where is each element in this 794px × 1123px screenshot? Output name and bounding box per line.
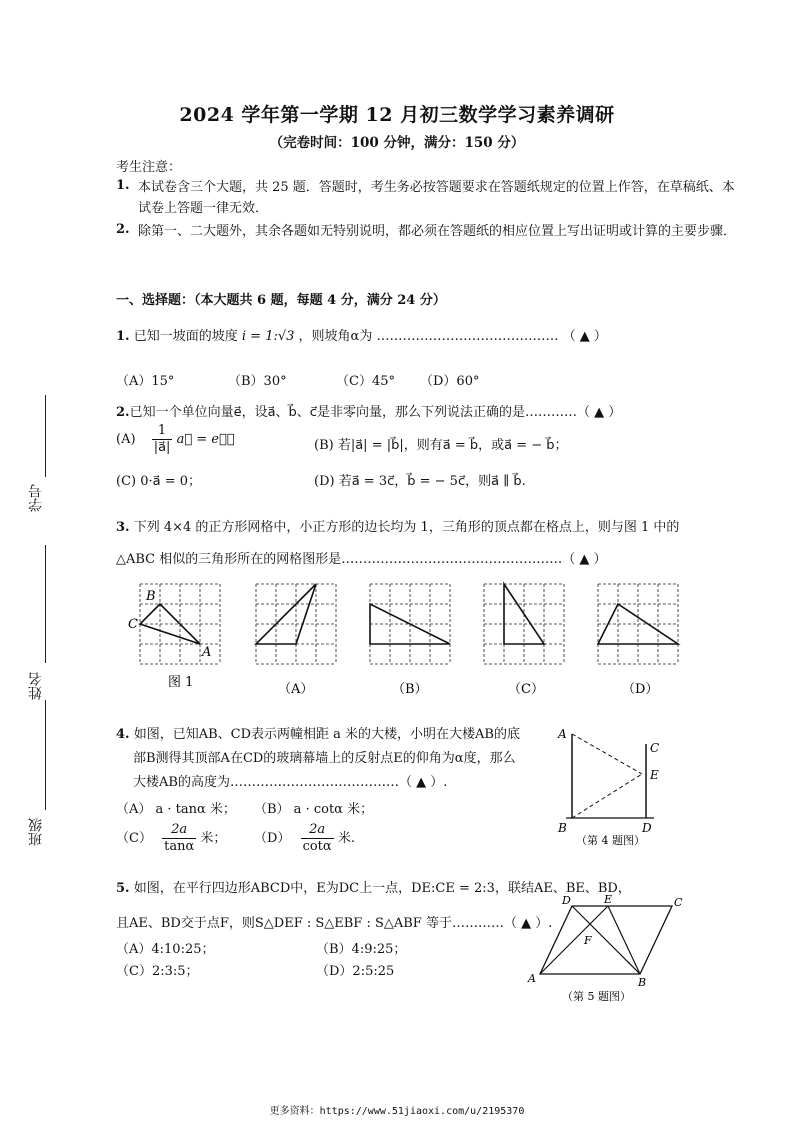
- q5-option-b: （B）4:9:25；: [316, 942, 407, 957]
- figure-a-caption: （A）: [278, 682, 314, 697]
- fraction-denominator: |a⃗|: [153, 440, 171, 455]
- figure-d-caption: （D）: [622, 682, 659, 697]
- q3-figures: [128, 578, 728, 698]
- sight-line-be: [572, 774, 642, 818]
- notice-heading: 考生注意：: [116, 160, 182, 175]
- q4-option-a: （A） a · tanα 米；: [116, 802, 236, 817]
- name-fill-line: [45, 545, 46, 663]
- q1-option-d: （D）60°: [420, 374, 480, 389]
- grid-figure-d: [598, 584, 678, 664]
- vertex-label-c: C: [128, 617, 138, 632]
- student-id-label: 学号: [28, 484, 44, 512]
- q4-option-d: [254, 822, 355, 855]
- question-text: 如图，在平行四边形ABCD中，E为DC上一点，DE:CE = 2:3，联结AE、BE、BD，: [133, 881, 631, 896]
- notice-item-1-num: 1.: [116, 178, 130, 193]
- grid-figure-b: [370, 584, 450, 664]
- fraction-denominator: tanα: [164, 839, 195, 854]
- question-number: 4.: [116, 727, 130, 742]
- question-text: ，则坡角α为: [298, 329, 373, 344]
- page-title: 2024 学年第一学期 12 月初三数学学习素养调研: [179, 104, 615, 126]
- question-math: i = 1:√3: [241, 329, 295, 344]
- point-label-e: E: [650, 768, 659, 782]
- grid-figure-c: [484, 584, 564, 664]
- footer-link[interactable]: 更多资料：https://www.51jiaoxi.com/u/2195370: [269, 1106, 525, 1117]
- point-label-c: C: [674, 896, 683, 909]
- figure-c-caption: （C）: [508, 682, 544, 697]
- q4-figure: [550, 724, 690, 848]
- question-4-line-3: 大楼AB的高度为…………………………………（ ▲ ）.: [133, 775, 448, 790]
- question-2: [116, 401, 621, 420]
- q1-option-a: （A）15°: [116, 374, 175, 389]
- point-label-e: E: [604, 894, 613, 906]
- figure-caption: （第 5 题图）: [562, 990, 631, 1003]
- vertex-label-b: B: [146, 589, 156, 604]
- q1-option-c: （C）45°: [336, 374, 395, 389]
- question-4-line-2: 部B测得其顶部A在CD的玻璃幕墙上的反射点E的仰角为α度，那么: [133, 751, 516, 766]
- q4-option-c: [116, 822, 226, 855]
- q5-option-c: （C）2:3:5；: [116, 964, 199, 979]
- exam-info: （完卷时间：100 分钟，满分：150 分）: [269, 135, 525, 151]
- question-3-line-2: △ABC 相似的三角形所在的网格图形是……………………………………………（ ▲ ）: [116, 552, 607, 567]
- q2-option-d: (D) 若a⃗ = 3c⃗，b⃗ = − 5c⃗，则a⃗ ∥ b⃗.: [314, 474, 526, 489]
- question-text: 已知一坡面的坡度: [133, 329, 238, 344]
- segment-bd: [572, 906, 640, 974]
- q2-option-b: (B) 若|a⃗| = |b⃗|，则有a⃗ = b⃗，或a⃗ = − b⃗；: [314, 438, 568, 453]
- question-number: 2.: [116, 405, 130, 420]
- question-5-line-2: 且AE、BD交于点F，则S△DEF : S△EBF : S△ABF 等于…………（ ▲ ）.: [116, 916, 553, 931]
- fraction: [301, 822, 334, 855]
- point-label-a: A: [528, 972, 536, 985]
- notice-item-2-num: 2.: [116, 222, 130, 237]
- question-text: 已知一个单位向量e⃗，设a⃗、b⃗、c⃗是非零向量，那么下列说法正确的是…………（ ▲ ）: [129, 405, 622, 420]
- question-4-line-1: [116, 723, 520, 742]
- point-label-d: D: [642, 821, 652, 835]
- question-text: 下列 4×4 的正方形网格中，小正方形的边长均为 1，三角形的顶点都在格点上，则与图 1 中的: [133, 520, 680, 535]
- option-text: a⃗ = e⃗；: [176, 432, 235, 447]
- fraction-numerator: 1: [152, 423, 173, 440]
- q2-option-c: (C) 0·a⃗ = 0；: [116, 474, 202, 489]
- section-heading: 一、选择题：（本大题共 6 题，每题 4 分，满分 24 分）: [116, 293, 446, 308]
- vertex-label-a: A: [202, 645, 212, 660]
- grid-figure-a: [256, 584, 336, 664]
- q5-option-a: （A）4:10:25；: [116, 942, 215, 957]
- figure-b-caption: （B）: [392, 682, 428, 697]
- q1-option-b: （B）30°: [228, 374, 287, 389]
- figure-1-caption: 图 1: [168, 675, 194, 690]
- q4-option-b: （B） a · cotα 米；: [254, 802, 374, 817]
- point-label-a: A: [558, 727, 567, 741]
- fraction-numerator: 2a: [301, 822, 334, 839]
- fraction: [152, 423, 173, 456]
- fraction-denominator: cotα: [302, 839, 332, 854]
- fraction-numerator: 2a: [162, 822, 196, 839]
- question-number: 5.: [116, 881, 130, 896]
- class-label: 班级: [28, 818, 44, 846]
- question-number: 3.: [116, 520, 130, 535]
- question-3-line-1: [116, 516, 679, 535]
- notice-item-2: 除第一、二大题外，其余各题如无特别说明，都必须在答题纸的相应位置上写出证明或计算的主要步骤．: [138, 224, 737, 239]
- id-fill-line: [45, 395, 46, 477]
- student-name-label: 姓名: [28, 672, 44, 700]
- option-label: （D）: [254, 831, 291, 846]
- q5-figure: [522, 894, 692, 1006]
- point-label-c: C: [650, 741, 660, 755]
- option-unit: 米；: [200, 831, 227, 846]
- question-1: [116, 325, 607, 344]
- option-unit: 米.: [337, 831, 355, 846]
- answer-mark: （ ▲ ）: [562, 329, 607, 344]
- segment-ae: [540, 906, 608, 974]
- segment-be: [608, 906, 640, 974]
- question-number: 1.: [116, 329, 130, 344]
- option-label: （C）: [116, 831, 152, 846]
- leader-dots: ……………………………………: [376, 329, 559, 344]
- class-fill-line: [45, 700, 46, 810]
- reflection-line-ae: [572, 734, 642, 774]
- triangle-option-a: [256, 584, 316, 644]
- q2-option-a: [116, 423, 235, 456]
- q5-option-d: （D）2:5:25: [316, 964, 395, 979]
- point-label-d: D: [562, 894, 571, 907]
- fraction: [162, 822, 196, 855]
- point-label-f: F: [584, 934, 592, 947]
- question-text: 如图，已知AB、CD表示两幢相距 a 米的大楼，小明在大楼AB的底: [133, 727, 520, 742]
- option-label: (A): [116, 432, 136, 447]
- notice-item-1: 本试卷含三个大题，共 25 题．答题时，考生务必按答题要求在答题纸规定的位置上作答，在草稿纸、本试卷上答题一律无效．: [138, 180, 735, 216]
- point-label-b: B: [558, 821, 567, 835]
- point-label-b: B: [638, 976, 647, 989]
- figure-caption: （第 4 题图）: [576, 834, 645, 847]
